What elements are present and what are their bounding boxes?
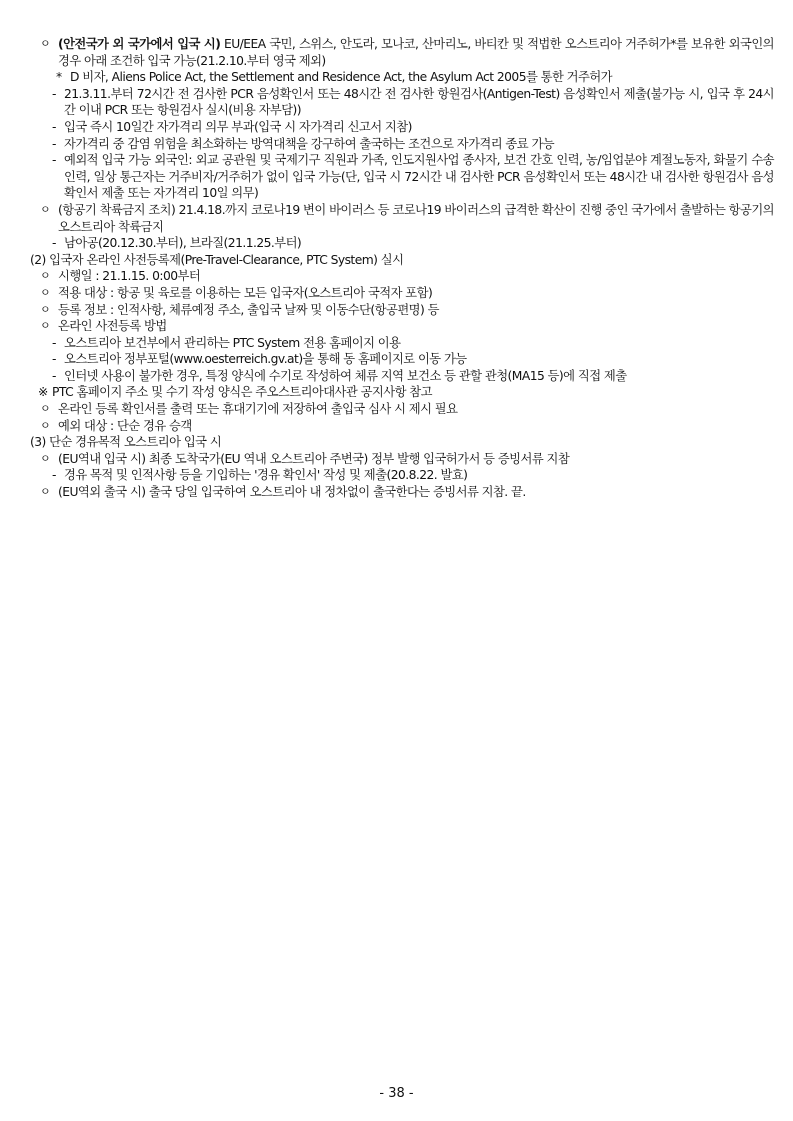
page-number: - 38 - <box>379 1086 414 1101</box>
circle-bullet: ㅇ <box>40 302 51 316</box>
list-item <box>30 136 774 153</box>
dash-marker: - <box>52 136 56 151</box>
item-text: 등록 정보 : 인적사항, 체류예정 주소, 출입국 날짜 및 이동수단(항공편명) 등 <box>58 302 439 317</box>
item-text: D 비자, Aliens Police Act, the Settlement and Residence Act, the Asylum Act 2005를 통한 거주허가 <box>70 70 612 85</box>
item-text: PTC 홈페이지 주소 및 수기 작성 양식은 주오스트리아대사관 공지사항 참고 <box>52 385 432 400</box>
circle-bullet: ㅇ <box>40 485 51 499</box>
list-item <box>30 202 774 235</box>
item-text: (항공기 착륙금지 조치) 21.4.18.까지 코로나19 변이 바이러스 등 코로나19 바이러스의 급격한 확산이 진행 중인 국가에서 출발하는 항공기의 오스트리아 착륙금지 <box>58 202 774 234</box>
item-text: EU/EEA 국민, 스위스, 안도라, 모나코, 산마리노, 바티칸 및 적법한 오스트리아 거주허가*를 보유한 외국인의 경우 아래 조건하 입국 가능(21.2.10.부터 영국 제외) <box>58 37 774 68</box>
item-text: 온라인 등록 확인서를 출력 또는 휴대기기에 저장하여 출입국 심사 시 제시 필요 <box>58 402 458 417</box>
dash-marker: - <box>52 119 56 134</box>
item-text: 경유 목적 및 인적사항 등을 기입하는 '경유 확인서' 작성 및 제출(20.8.22. 발효) <box>64 468 468 483</box>
list-item <box>30 268 774 285</box>
item-text: 오스트리아 보건부에서 관리하는 PTC System 전용 홈페이지 이용 <box>64 335 401 350</box>
item-text: 오스트리아 정부포털(www.oesterreich.gv.at)을 통해 동 홈페이지로 이동 가능 <box>64 352 467 367</box>
list-item <box>30 152 774 202</box>
item-text: (EU역내 입국 시) 최종 도착국가(EU 역내 오스트리아 주변국) 정부 발행 입국허가서 등 증빙서류 지참 <box>58 451 570 466</box>
list-item <box>30 484 774 501</box>
list-item <box>30 451 774 468</box>
circle-bullet: ㅇ <box>40 451 51 465</box>
list-item <box>30 86 774 119</box>
circle-bullet: ㅇ <box>40 285 51 299</box>
item-text: 온라인 사전등록 방법 <box>58 319 167 334</box>
item-text: 인터넷 사용이 불가한 경우, 특정 양식에 수기로 작성하여 체류 지역 보건소 등 관할 관청(MA15 등)에 직접 제출 <box>64 368 627 383</box>
dash-marker: - <box>52 153 56 168</box>
dash-marker: - <box>52 335 56 350</box>
list-item <box>30 418 774 435</box>
circle-bullet: ㅇ <box>40 37 51 50</box>
reference-note <box>30 384 774 401</box>
circle-bullet: ㅇ <box>40 202 51 216</box>
circle-bullet: ㅇ <box>40 319 51 333</box>
dash-marker: - <box>52 468 56 483</box>
item-text: 21.3.11.부터 72시간 전 검사한 PCR 음성확인서 또는 48시간 전 검사한 항원검사(Antigen-Test) 음성확인서 제출(불가능 시, 입국 후 24시간 이내 PCR 또는 항원검사 실시(비용 자부담)) <box>64 86 774 118</box>
list-item <box>30 351 774 368</box>
list-item <box>30 285 774 302</box>
item-text: 남아공(20.12.30.부터), 브라질(21.1.25.부터) <box>64 236 302 251</box>
document-body <box>30 36 774 501</box>
item-text: 적용 대상 : 항공 및 육로를 이용하는 모든 입국자(오스트리아 국적자 포함) <box>58 285 433 300</box>
item-text: 예외 대상 : 단순 경유 승객 <box>58 418 192 433</box>
dash-marker: - <box>52 368 56 383</box>
footnote-item <box>30 69 774 86</box>
dash-marker: - <box>52 236 56 251</box>
list-item <box>30 235 774 252</box>
list-item <box>30 36 774 69</box>
item-text: 자가격리 중 감염 위험을 최소화하는 방역대책을 강구하여 출국하는 조건으로 자가격리 종료 가능 <box>64 136 555 151</box>
list-item <box>30 368 774 385</box>
reference-mark: ※ <box>38 385 48 400</box>
list-item <box>30 467 774 484</box>
list-item <box>30 302 774 319</box>
circle-bullet: ㅇ <box>40 402 51 416</box>
item-text: 입국 즉시 10일간 자가격리 의무 부과(입국 시 자가격리 신고서 지참) <box>64 119 412 134</box>
list-item <box>30 401 774 418</box>
item-text: 예외적 입국 가능 외국인: 외교 공관원 및 국제기구 직원과 가족, 인도지원사업 종사자, 보건 간호 인력, 농/임업분야 계절노동자, 화물기 수송인력, 일상 통근자는 거주비자/거주허가 없이 입국 가능(단, 입국 시 72시간 내 검사한 PCR 음성확인서 또는 48시간 내 검사한 항원검사 음성확인서 제출 또는 자가격리 10일 의무) <box>64 153 774 201</box>
section-heading: (3) 단순 경유목적 오스트리아 입국 시 <box>30 435 222 450</box>
list-item <box>30 318 774 335</box>
asterisk-marker: * <box>56 70 62 85</box>
dash-marker: - <box>52 352 56 367</box>
circle-bullet: ㅇ <box>40 269 51 283</box>
item-text: (EU역외 출국 시) 출국 당일 입국하여 오스트리아 내 정차없이 출국한다는 증빙서류 지참. 끝. <box>58 485 526 500</box>
circle-bullet: ㅇ <box>40 418 51 432</box>
section-heading: (2) 입국자 온라인 사전등록제(Pre-Travel-Clearance, PTC System) 실시 <box>30 252 404 267</box>
list-item <box>30 335 774 352</box>
item-text: 시행일 : 21.1.15. 0:00부터 <box>58 269 201 284</box>
dash-marker: - <box>52 86 56 101</box>
item-heading: (안전국가 외 국가에서 입국 시) <box>58 37 221 51</box>
list-item <box>30 119 774 136</box>
